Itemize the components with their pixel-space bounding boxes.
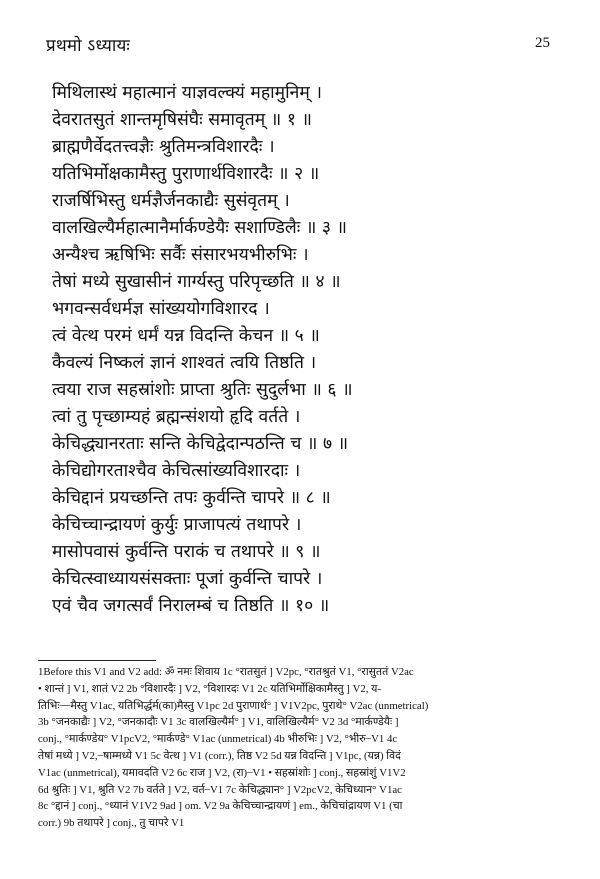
verse-line: वालखिल्यैर्महात्मानैर्मार्कण्डेयैः सशाण्डिलैः ॥ ३ ॥ bbox=[52, 218, 348, 238]
verse-line: केचिद्ध्यानरताः सन्ति केचिद्वेदान्पठन्ति च ॥ ७ ॥ bbox=[52, 434, 349, 454]
verse-line: देवरातसुतं शान्तमृषिसंघैः समावृतम् ॥ १ ॥ bbox=[52, 110, 312, 130]
footnote-line: 1Before this V1 and V2 add: ॐ नमः शिवाय 1c °रातसुतं ] V2pc, °रातश्रुतं V1, °रासुततं V2ac bbox=[38, 666, 414, 678]
verse-line: कैवल्यं निष्कलं ज्ञानं शाश्वतं त्वयि तिष्ठति । bbox=[52, 353, 317, 373]
verse-line: केचिद्दानं प्रयच्छन्ति तपः कुर्वन्ति चापरे ॥ ८ ॥ bbox=[52, 488, 331, 508]
footnote-line: • शान्तं ] V1, शातं V2 2b °विशारदैः ] V2, °विशारदः V1 2c यतिभिर्मोक्षिकामैस्तु ] V2, य- bbox=[38, 682, 382, 695]
verse-line: मिथिलास्थं महात्मानं याज्ञवल्क्यं महामुनिम् । bbox=[52, 83, 323, 103]
footnote-line: 3b °जनकाद्यैः ] V2, °जनकादौः V1 3c वालखिल्यैर्म° ] V1, वालिखिल्यैर्म° V2 3d °मार्कण्डेयैः ] bbox=[38, 716, 399, 729]
critical-apparatus bbox=[38, 664, 568, 832]
footnote-line: 8c °द्दानं ] conj., °ध्यानं V1V2 9ad ] om. V2 9a केचिच्चान्द्रायणं ] em., केचिचांद्रायण V1 (चा bbox=[38, 800, 403, 813]
verse-line: तेषां मध्ये सुखासीनं गार्ग्यस्तु परिपृच्छति ॥ ४ ॥ bbox=[52, 272, 341, 292]
footnote-rule bbox=[38, 660, 156, 661]
footnote-line: तिभिः ̶ ̶ ̶ मैस्तु V1ac, यतिभिर्द्धर्म(का)मैस्तु V1pc 2d पुराणार्थ° ] V1V2pc, पुराथे° V2ac (unmetrical) bbox=[38, 699, 429, 712]
verse-line: केचिच्चान्द्रायणं कुर्युः प्राजापत्यं तथापरे । bbox=[52, 515, 302, 535]
verse-line: केचित्स्वाध्यायसंसक्ताः पूजां कुर्वन्ति चापरे । bbox=[52, 569, 323, 589]
verse-block bbox=[52, 80, 572, 620]
verse-line: त्वं वेत्थ परमं धर्मं यन्न विदन्ति केचन ॥ ५ ॥ bbox=[52, 326, 320, 346]
verse-line: ब्राह्मणैर्वेदतत्त्वज्ञैः श्रुतिमन्त्रविशारदैः । bbox=[52, 137, 275, 157]
footnote-line: conj., °मार्कण्डेय° V1pcV2, °मार्कण्डे° V1ac (unmetrical) 4b भीरुभिः ] V2, °भीरु ̶ V1 4c bbox=[38, 733, 398, 746]
verse-line: यतिभिर्मोक्षकामैस्तु पुराणार्थविशारदैः ॥ २ ॥ bbox=[52, 164, 320, 184]
verse-line: त्वया राज सहस्रांशोः प्राप्ता श्रुतिः सुदुर्लभा ॥ ६ ॥ bbox=[52, 380, 353, 400]
verse-line: राजर्षिभिस्तु धर्मज्ञैर्जनकाद्यैः सुसंवृतम् । bbox=[52, 191, 290, 211]
verse-line: मासोपवासं कुर्वन्ति पराकं च तथापरे ॥ ९ ॥ bbox=[52, 542, 321, 562]
verse-line: केचिद्योगरताश्चैव केचित्सांख्यविशारदाः । bbox=[52, 461, 301, 481]
footnote-line: तेषां मध्ये ] V2, ̶ षाम्मध्ये V1 5c वेत्थ ] V1 (corr.), तिष्ठ V2 5d यन्न विदन्ति ] V1pc, (यन्न) विदं bbox=[38, 749, 401, 762]
verse-line: त्वां तु पृच्छाम्यहं ब्रह्मन्संशयो हृदि वर्तते । bbox=[52, 407, 301, 427]
page-number: 25 bbox=[535, 35, 550, 51]
verse-line: भगवन्सर्वधर्मज्ञ सांख्ययोगविशारद । bbox=[52, 299, 270, 319]
footnote-line: V1ac (unmetrical), यमावदति V2 6c राज ] V2, (रा) ̶ V1 • सहस्रांशोः ] conj., सहस्रांशुं V1V2 bbox=[38, 766, 406, 779]
footnote-line: 6d श्रुतिः ] V1, श्रुति V2 7b वर्तते ] V2, वर्त ̶ V1 7c केचिद्ध्यान° ] V2pcV2, केचिध्यान° V1ac bbox=[38, 783, 402, 796]
verse-line: एवं चैव जगत्सर्वं निरालम्बं च तिष्ठति ॥ १० ॥ bbox=[52, 596, 330, 616]
verse-line: अन्यैश्च ऋषिभिः सर्वैः संसारभयभीरुभिः । bbox=[52, 245, 309, 265]
footnote-line: corr.) 9b तथापरे ] conj., तु चापरे V1 bbox=[38, 817, 185, 830]
running-head: प्रथमो ऽध्यायः bbox=[46, 36, 130, 56]
